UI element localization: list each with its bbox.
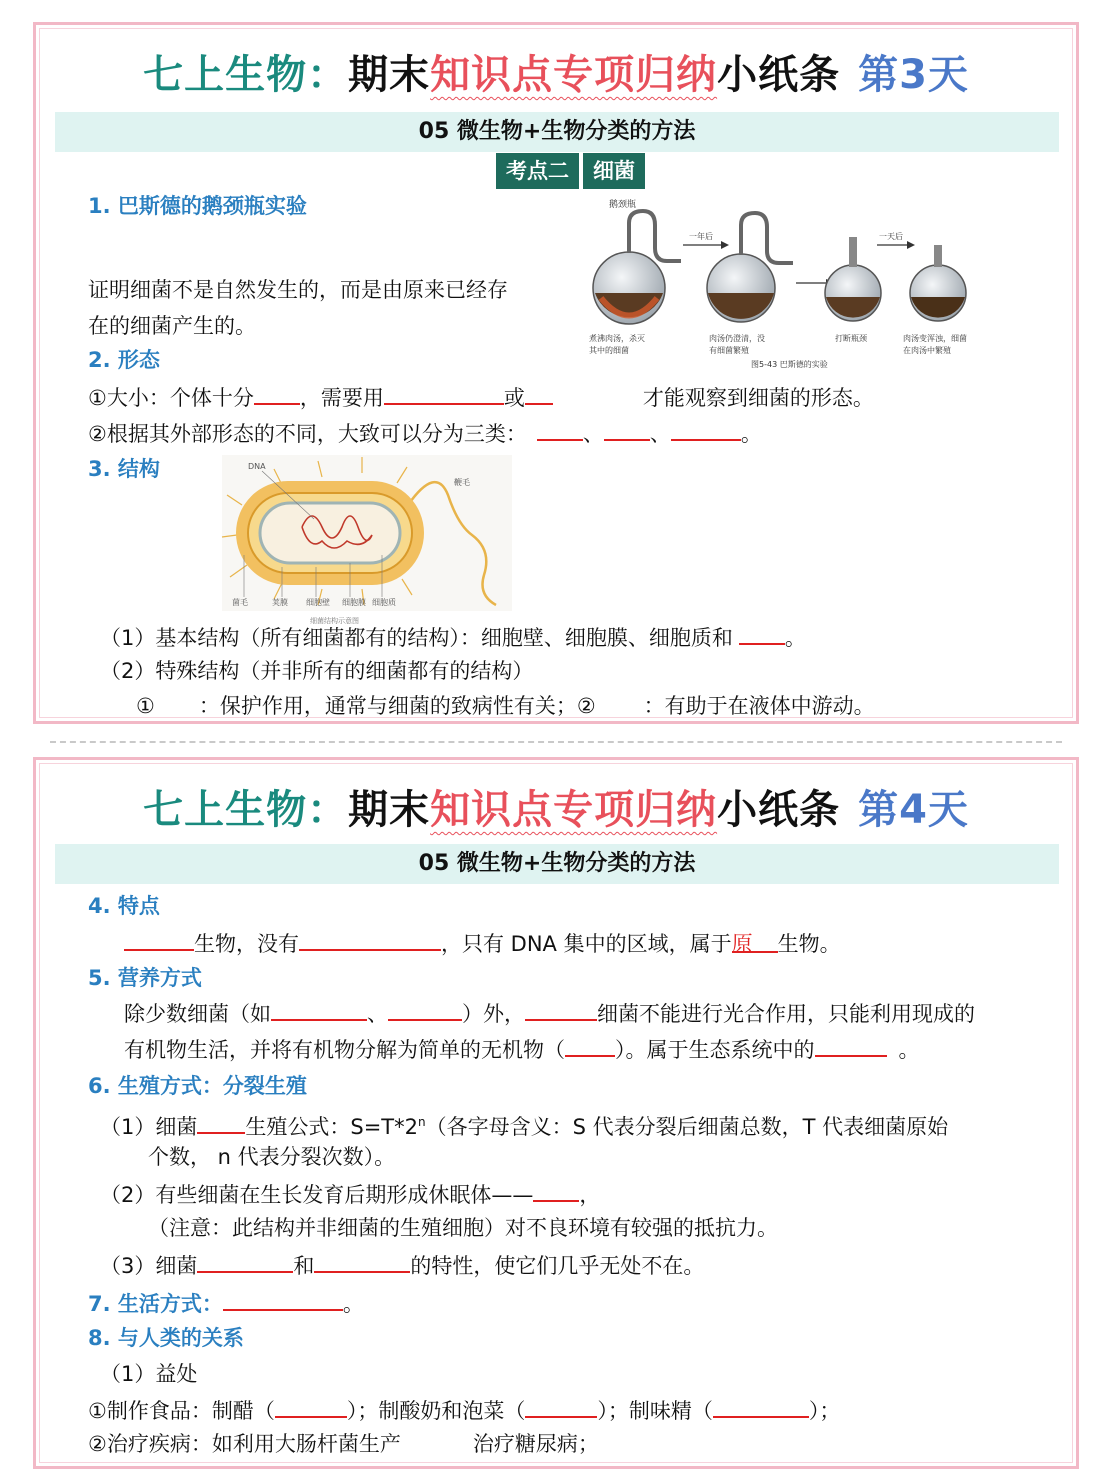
answer-blank[interactable] [384,381,504,405]
fill-in-line: （1）基本结构（所有细菌都有的结构）：细胞壁、细胞膜、细胞质和 。 [100,621,806,653]
section-heading: 3. 结构 [88,457,160,481]
fill-in-line: ①大小：个体十分 ，需要用 或 才能观察到细菌的形态。 [88,381,874,413]
section-heading: 1. 巴斯德的鹅颈瓶实验 [88,194,307,218]
title-topic: 知识点专项归纳 [430,52,718,98]
title-subject: 七上生物： [143,787,349,833]
paragraph: （1）益处 [100,1362,198,1386]
figure-caption-4a: 肉汤变浑浊，细菌 [903,334,967,343]
paragraph: （注意：此结构并非细菌的生殖细胞）对不良环境有较强的抵抗力。 [148,1216,778,1240]
fill-in-line: 生物，没有 ，只有 DNA 集中的区域，属于原 生物。 [124,927,841,959]
title-subject: 七上生物： [143,52,349,98]
fill-in-line: （1）细菌 生殖公式：$S=T*2^n$（各字母含义：S 代表分裂后细菌总数，T 代表细菌原始 [100,1107,948,1142]
chapter-band: 05 微生物+生物分类的方法 [55,844,1059,884]
fill-in-line: ②治疗疾病：如利用大肠杆菌生产 治疗糖尿病； [88,1432,599,1456]
figure-caption: 细菌结构示意图 [310,617,359,625]
chapter-band: 05 微生物+生物分类的方法 [55,112,1059,152]
page-title [36,778,1076,835]
fill-in-line: 7. 生活方式： 。 [88,1287,364,1319]
section-heading: 7. 生活方式： [88,1292,223,1316]
answer-blank[interactable] [604,417,650,441]
answer-blank[interactable] [124,927,194,951]
answer-blank[interactable] [525,997,597,1021]
figure-caption-2a: 肉汤仍澄清，没 [709,334,765,343]
page-title [36,43,1076,100]
fill-in-line: （3）细菌 和 的特性，使它们几乎无处不在。 [100,1249,704,1281]
answer-blank[interactable] [223,1287,343,1311]
answer-blank[interactable] [533,1178,579,1202]
paragraph: （2）特殊结构（并非所有的细菌都有的结构） [100,659,534,683]
label-pili: 菌毛 [232,598,248,607]
label-cytoplasm: 细胞质 [372,598,396,607]
topic-tag-value: 细菌 [593,159,635,183]
arrow-label-1: 一年后 [689,232,713,241]
fill-in-line: ②根据其外部形态的不同，大致可以分为三类： 、 、 。 [88,417,762,449]
arrow-label-2: 一天后 [879,232,903,241]
label-dna: DNA [248,462,266,471]
title-topic: 知识点专项归纳 [430,787,718,833]
title-exam: 期末 [348,52,431,98]
answer-blank[interactable] [254,381,300,405]
answer-blank[interactable] [671,417,741,441]
section-heading: 6. 生殖方式：分裂生殖 [88,1074,307,1098]
fill-in-line: ①制作食品：制醋（ ）；制酸奶和泡菜（ ）；制味精（ ）； [88,1394,840,1426]
section-heading: 5. 营养方式 [88,966,202,990]
fill-in-line: ① ：保护作用，通常与细菌的致病性有关；② ：有助于在液体中游动。 [136,694,875,718]
fill-in-line: （2）有些细菌在生长发育后期形成休眠体—— ， [100,1178,600,1210]
answer-blank[interactable] [314,1249,410,1273]
title-day: 第4天 [858,787,969,833]
bacteria-structure-figure [222,455,512,625]
answer-blank[interactable] [275,1394,347,1418]
card-divider [50,741,1062,743]
section-heading: 2. 形态 [88,348,160,372]
paragraph: 证明细菌不是自然发生的，而是由原来已经存 [88,278,508,302]
answer-blank-filled[interactable]: 原 [732,929,778,953]
answer-blank[interactable] [525,381,553,405]
fill-in-line: 除少数细菌（如 、 ）外， 细菌不能进行光合作用，只能利用现成的 [124,997,975,1029]
topic-tag-label: 考点二 [506,159,569,183]
answer-blank[interactable] [388,997,462,1021]
fill-in-line: 有机物生活，并将有机物分解为简单的无机物（ ）。属于生态系统中的 。 [124,1033,920,1065]
topic-tag [496,153,645,189]
figure-caption-1a: 煮沸肉汤，杀灭 [589,334,645,343]
figure-caption-3: 打断瓶颈 [835,334,867,343]
title-exam: 期末 [348,787,431,833]
answer-blank[interactable] [537,417,583,441]
note-card-day3 [33,22,1079,724]
label-membrane: 细胞膜 [342,598,366,607]
answer-blank[interactable] [197,1249,293,1273]
title-day: 第3天 [858,52,969,98]
answer-blank[interactable] [739,621,785,645]
answer-blank[interactable] [271,997,367,1021]
label-wall: 细胞壁 [306,598,330,607]
label-flagellum: 鞭毛 [454,478,470,487]
figure-caption-1b: 其中的细菌 [589,346,629,355]
label-capsule: 荚膜 [272,598,288,607]
figure-caption-4b: 在肉汤中繁殖 [903,346,951,355]
title-note: 小纸条 [717,787,841,833]
figure-top-label: 鹅颈瓶 [609,200,637,210]
answer-blank[interactable] [525,1394,597,1418]
section-heading: 8. 与人类的关系 [88,1326,244,1350]
title-note: 小纸条 [717,52,841,98]
answer-blank[interactable] [565,1033,615,1057]
answer-blank[interactable] [197,1110,245,1134]
paragraph: 在的细菌产生的。 [88,314,256,338]
answer-blank[interactable] [815,1033,887,1057]
figure-caption-2b: 有细菌繁殖 [709,346,749,355]
figure-caption: 图5-43 巴斯德的实验 [751,360,828,369]
pasteur-experiment-figure [581,193,971,373]
answer-blank[interactable] [299,927,441,951]
section-heading: 4. 特点 [88,894,160,918]
paragraph: 个数， n 代表分裂次数）。 [148,1145,396,1169]
note-card-day4 [33,757,1079,1469]
answer-blank[interactable] [713,1394,809,1418]
